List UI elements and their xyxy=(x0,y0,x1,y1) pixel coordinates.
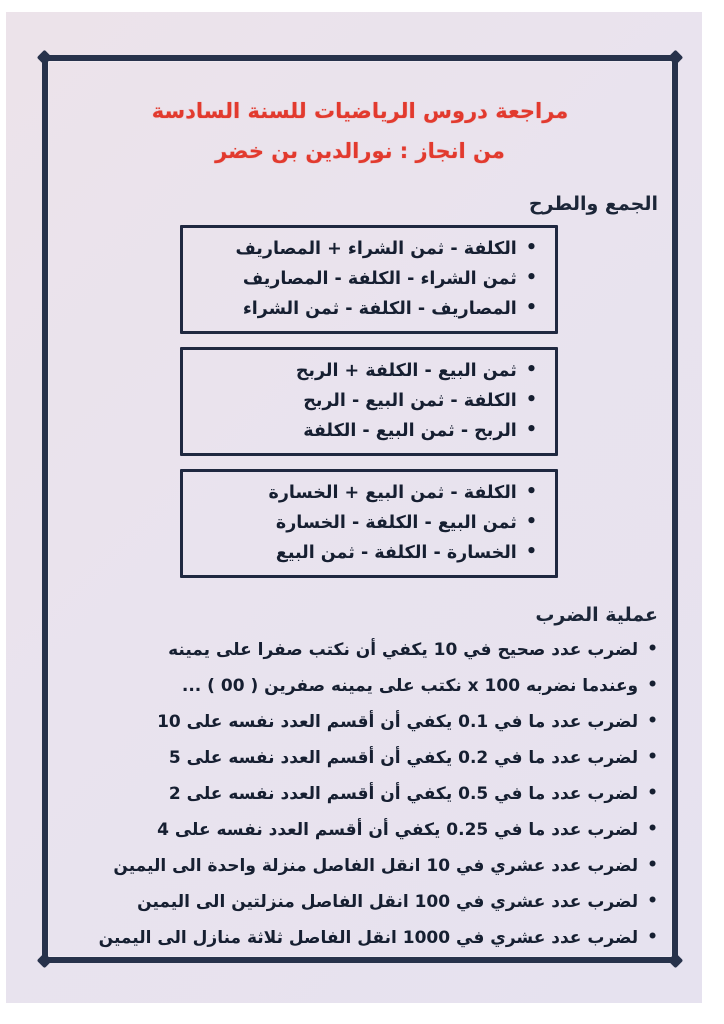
formula-line: • ثمن البيع - الكلفة + الربح xyxy=(193,356,537,386)
title-line-1: مراجعة دروس الرياضيات للسنة السادسة xyxy=(151,99,569,123)
list-item: • لضرب عدد ما في 0.25 يكفي أن أقسم العدد نفسه على 4 xyxy=(62,812,658,848)
formula-line: • ثمن البيع - الكلفة - الخسارة xyxy=(193,508,537,538)
multiplication-rules-list xyxy=(62,632,658,956)
list-item: • لضرب عدد ما في 0.5 يكفي أن أقسم العدد نفسه على 2 xyxy=(62,776,658,812)
section-heading-multiplication: عملية الضرب xyxy=(535,604,658,626)
formula-line: • الكلفة - ثمن البيع + الخسارة xyxy=(193,478,537,508)
list-item: • لضرب عدد صحيح في 10 يكفي أن نكتب صفرا على يمينه xyxy=(62,632,658,668)
formula-box-loss xyxy=(180,469,558,578)
formula-line: • الربح - ثمن البيع - الكلفة xyxy=(193,416,537,446)
document-title xyxy=(62,91,658,171)
list-item: • لضرب عدد عشري في 1000 انقل الفاصل ثلاثة منازل الى اليمين xyxy=(62,920,658,956)
list-item: • لضرب عدد ما في 0.2 يكفي أن أقسم العدد نفسه على 5 xyxy=(62,740,658,776)
decorative-border-frame xyxy=(42,55,678,963)
list-item: • وعندما نضربه x 100 نكتب على يمينه صفرين ( 00 ) ... xyxy=(62,668,658,704)
title-line-2: من انجاز : نورالدين بن خضر xyxy=(215,139,505,163)
formula-line: • ثمن الشراء - الكلفة - المصاريف xyxy=(193,264,537,294)
formula-line: • الخسارة - الكلفة - ثمن البيع xyxy=(193,538,537,568)
list-item: • لضرب عدد ما في 0.1 يكفي أن أقسم العدد نفسه على 10 xyxy=(62,704,658,740)
formula-line: • الكلفة - ثمن البيع - الربح xyxy=(193,386,537,416)
section-heading-addition-subtraction: الجمع والطرح xyxy=(528,193,658,215)
list-item: • لضرب عدد عشري في 10 انقل الفاصل منزلة واحدة الى اليمين xyxy=(62,848,658,884)
document-content xyxy=(48,61,672,957)
formula-line: • المصاريف - الكلفة - ثمن الشراء xyxy=(193,294,537,324)
formula-box-profit xyxy=(180,347,558,456)
formula-box-cost xyxy=(180,225,558,334)
formula-line: • الكلفة - ثمن الشراء + المصاريف xyxy=(193,234,537,264)
list-item: • لضرب عدد عشري في 100 انقل الفاصل منزلتين الى اليمين xyxy=(62,884,658,920)
